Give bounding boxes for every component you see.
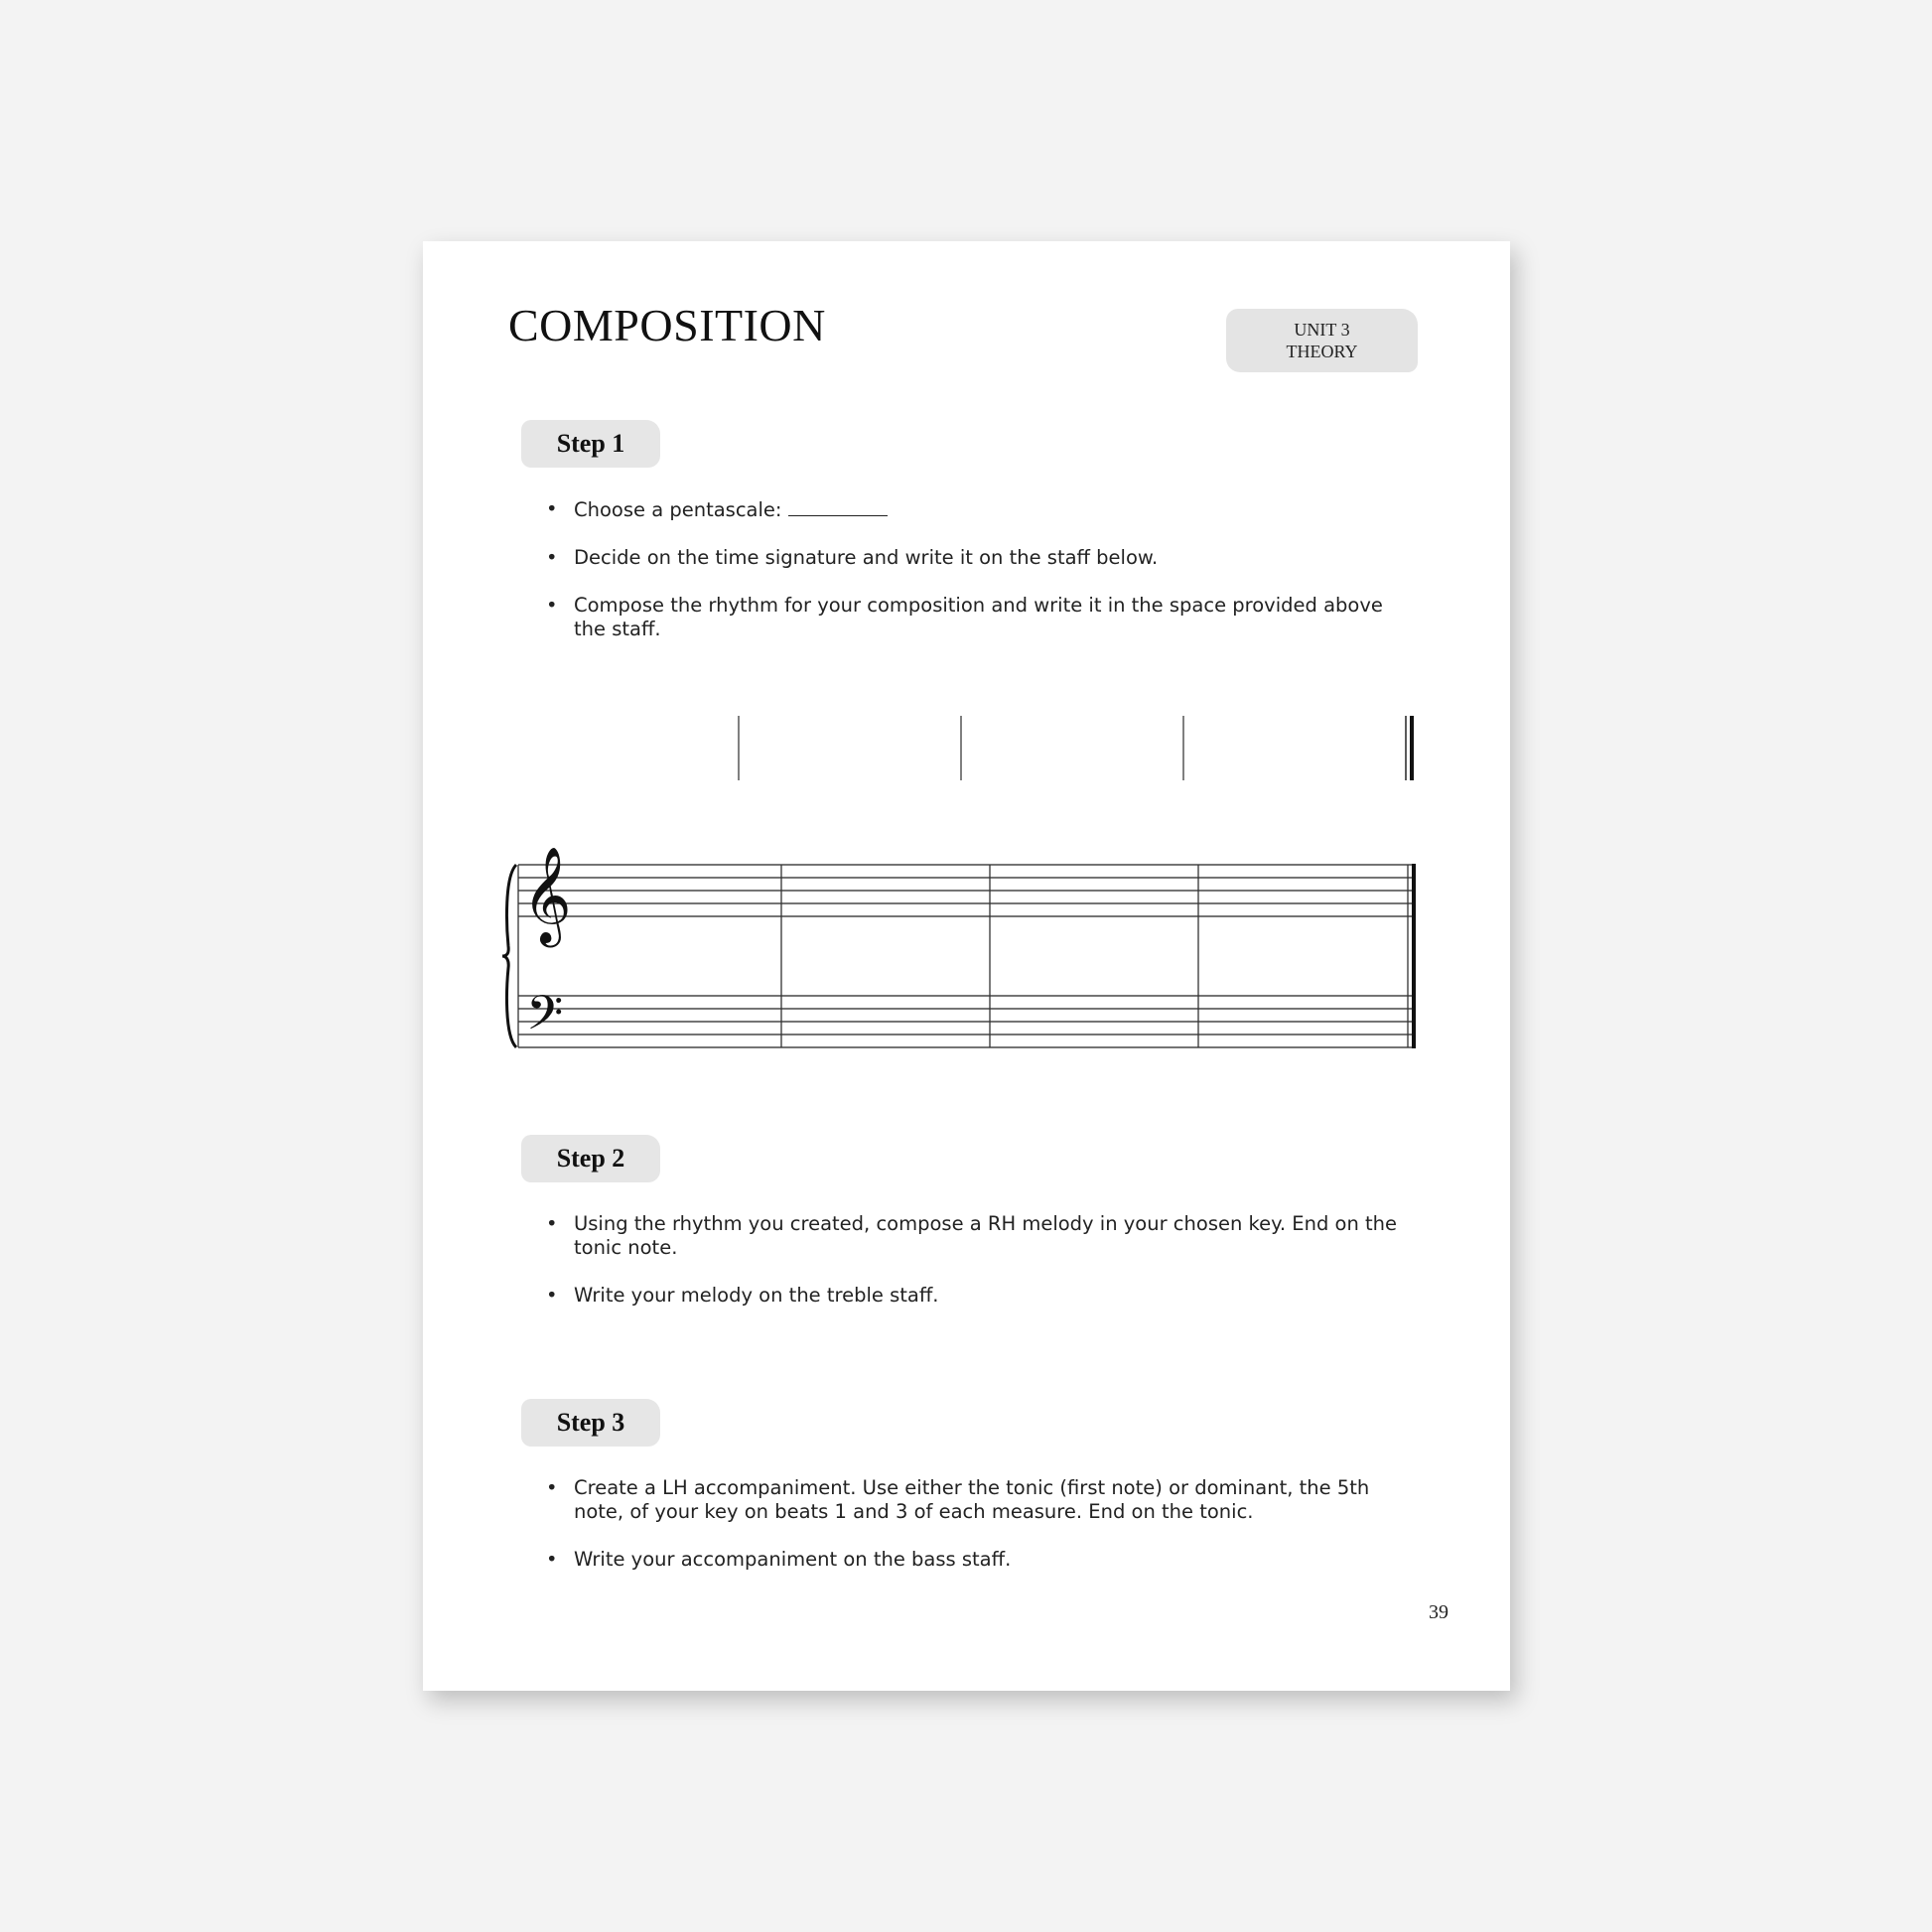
music-staff-area: [423, 241, 1510, 1135]
step-3-bullet: • Create a LH accompaniment. Use either the tonic (first note) or dominant, the 5th note, of your key on beats 1 and 3 of each measure. End on the tonic.: [546, 1476, 1420, 1524]
bass-clef-icon: 𝄢: [526, 985, 564, 1052]
step-2-label: Step 2: [521, 1135, 660, 1182]
step-3-bullet: • Write your accompaniment on the bass staff.: [546, 1548, 1420, 1572]
treble-clef-icon: 𝄞: [522, 846, 572, 943]
workbook-page: [423, 241, 1510, 1691]
step-2-instructions: [546, 1212, 1420, 1331]
step-1-bullet: • Choose a pentascale:: [546, 497, 1420, 522]
step-1-bullet: • Decide on the time signature and write it on the staff below.: [546, 546, 1420, 570]
page-number: 39: [1429, 1601, 1449, 1623]
staff-barlines: [518, 864, 1414, 1048]
step-2-bullet: • Write your melody on the treble staff.: [546, 1284, 1420, 1308]
bass-staff[interactable]: [518, 996, 1416, 1047]
treble-staff[interactable]: [518, 865, 1416, 916]
step-2-bullet: • Using the rhythm you created, compose a RH melody in your chosen key. End on the tonic note.: [546, 1212, 1420, 1260]
page-title: COMPOSITION: [508, 300, 826, 350]
step-1-label: Step 1: [521, 420, 660, 468]
grand-staff-brace: [502, 865, 516, 1047]
unit-badge-topic: THEORY: [1286, 342, 1358, 361]
step-3-label: Step 3: [521, 1399, 660, 1447]
rhythm-barlines: [739, 716, 1412, 780]
step-3-instructions: [546, 1476, 1420, 1595]
unit-badge-unit: UNIT 3: [1294, 320, 1350, 340]
step-1-bullet: • Compose the rhythm for your composition and write it in the space provided above the staff.: [546, 594, 1420, 641]
